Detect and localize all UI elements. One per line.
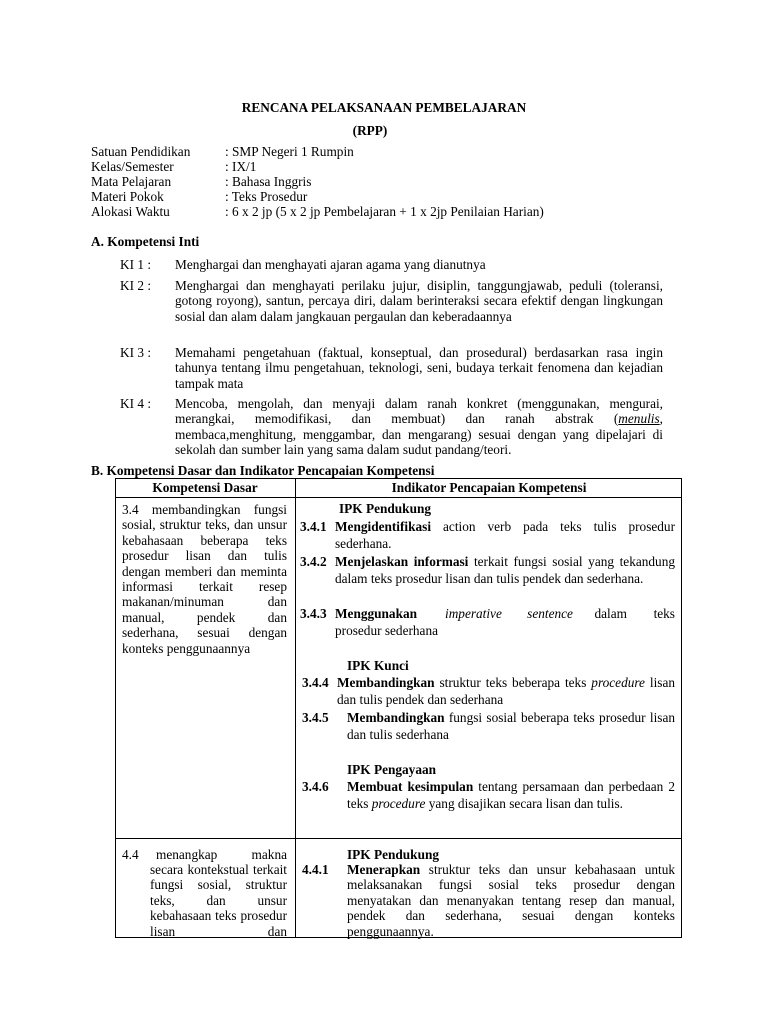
ipk-verb: Membandingkan bbox=[337, 675, 435, 690]
identity-label: Mata Pelajaran bbox=[91, 174, 172, 189]
table-column-divider bbox=[295, 478, 296, 938]
table-header-kd: Kompetensi Dasar bbox=[152, 480, 258, 495]
ipk-text: tentang persamaan dan perbedaan 2 teks bbox=[347, 779, 675, 812]
ipk-text: action verb pada teks tulis prosedur sederhana. bbox=[335, 519, 675, 552]
ipk-verb: Menjelaskan informasi bbox=[335, 554, 469, 569]
ipk-number: 3.4.1 bbox=[300, 519, 327, 534]
ipk-emphasis: imperative sentence bbox=[445, 606, 573, 621]
ipk-number: 3.4.3 bbox=[300, 606, 327, 621]
ipk-text: struktur teks beberapa teks bbox=[434, 675, 587, 690]
table-header-ipk: Indikator Pencapaian Kompetensi bbox=[391, 480, 587, 495]
ipk-text: yang disajikan secara lisan dan tulis. bbox=[425, 796, 623, 812]
ipk-verb: Menerapkan bbox=[347, 862, 421, 877]
ipk-pengayaan-title: IPK Pengayaan bbox=[347, 762, 437, 777]
ipk-pendukung-title: IPK Pendukung bbox=[347, 847, 440, 862]
page-title: RENCANA PELAKSANAAN PEMBELAJARAN bbox=[241, 100, 527, 115]
identity-value: : SMP Negeri 1 Rumpin bbox=[225, 144, 354, 159]
ki4-emphasis: menulis bbox=[618, 411, 660, 427]
ipk-3-4-6 bbox=[347, 778, 675, 812]
ipk-number: 3.4.4 bbox=[302, 675, 329, 690]
ki-label: KI 3 : bbox=[120, 345, 152, 360]
kd-number: 4.4 bbox=[122, 847, 139, 862]
ipk-4-4-1 bbox=[347, 862, 675, 939]
ipk-text: fungsi sosial beberapa teks prosedur lisan dan tulis sederhana bbox=[347, 710, 675, 743]
ipk-number: 4.4.1 bbox=[302, 862, 329, 877]
ipk-number: 3.4.2 bbox=[300, 554, 327, 569]
ipk-verb: Menggunakan bbox=[335, 606, 418, 621]
ipk-verb: Mengidentifikasi bbox=[335, 519, 432, 534]
ipk-number: 3.4.5 bbox=[302, 710, 329, 725]
table-header-divider bbox=[115, 497, 682, 498]
ipk-verb: Membandingkan bbox=[347, 710, 445, 725]
identity-value: : Teks Prosedur bbox=[225, 189, 308, 204]
ki-text bbox=[175, 396, 663, 458]
ki-label: KI 1 : bbox=[120, 257, 152, 272]
ki4-text-end: , membaca,menghitung, menggambar, dan mengarang) sesuai dengan yang dipelajari di sekolah dan sumber lain yang sama dalam sudut pandang/teori. bbox=[175, 411, 663, 458]
ki-label: KI 2 : bbox=[120, 278, 152, 293]
ipk-3-4-1 bbox=[335, 518, 675, 552]
ki-text: Memahami pengetahuan (faktual, konseptual, dan prosedural) berdasarkan rasa ingin tahunya tentang ilmu pengetahuan, teknologi, seni, budaya terkait fenomena dan kejadian tampak mata bbox=[175, 345, 663, 391]
page-subtitle: (RPP) bbox=[352, 123, 388, 138]
ipk-3-4-2 bbox=[335, 553, 675, 587]
kd-4-4: secara kontekstual terkait fungsi sosial, struktur teks, dan unsur kebahasaan teks prosedur lisan dan bbox=[150, 862, 287, 939]
ipk-3-4-4 bbox=[337, 674, 675, 708]
ki4-text-start: Mencoba, mengolah, dan menyaji dalam ranah konkret (menggunakan, mengurai, merangkai, memodifikasi, dan membuat) dan ranah abstrak ( bbox=[175, 396, 663, 427]
identity-label: Materi Pokok bbox=[91, 189, 164, 204]
ipk-3-4-3-cont: dalam teks prosedur sederhana bbox=[335, 606, 675, 638]
ipk-text: terkait fungsi sosial yang tekandung dalam teks prosedur lisan dan tulis pendek dan sederhana. bbox=[335, 554, 675, 587]
ki-text: Menghargai dan menghayati perilaku jujur, disiplin, tanggungjawab, peduli (toleransi, gotong royong), santun, percaya diri, dalam berinteraksi secara efektif dengan lingkungan sosial dan alam dalam jangkauan pergaulan dan keberadaannya bbox=[175, 278, 663, 324]
section-b-heading: B. Kompetensi Dasar dan Indikator Pencapaian Kompetensi bbox=[91, 463, 435, 478]
ki-label: KI 4 : bbox=[120, 396, 152, 411]
identity-value: : IX/1 bbox=[225, 159, 257, 174]
ki-text: Menghargai dan menghayati ajaran agama yang dianutnya bbox=[175, 257, 486, 272]
identity-label: Satuan Pendidikan bbox=[91, 144, 191, 159]
ipk-emphasis: procedure bbox=[591, 675, 645, 690]
ipk-3-4-5 bbox=[347, 709, 675, 743]
identity-label: Kelas/Semester bbox=[91, 159, 174, 174]
kd-4-4-first-line: menangkap makna bbox=[156, 847, 287, 862]
ipk-text: struktur teks dan unsur kebahasaan untuk melaksanakan fungsi sosial teks prosedur dengan menyatakan dan menanyakan tentang resep dan manual, pendek dan sederhana, sesuai dengan konteks penggunaannya. bbox=[347, 862, 675, 939]
table-row-divider bbox=[115, 838, 682, 839]
section-a-heading: A. Kompetensi Inti bbox=[91, 234, 200, 249]
ipk-kunci-title: IPK Kunci bbox=[347, 658, 409, 673]
identity-value: : 6 x 2 jp (5 x 2 jp Pembelajaran + 1 x 2jp Penilaian Harian) bbox=[225, 204, 544, 219]
ipk-verb: Membuat kesimpulan bbox=[347, 779, 474, 794]
ipk-text: dalam teks bbox=[594, 606, 675, 621]
ipk-emphasis: procedure bbox=[371, 796, 426, 812]
ipk-pendukung-title: IPK Pendukung bbox=[339, 501, 432, 516]
ipk-text: lisan dan tulis pendek dan sederhana bbox=[337, 675, 675, 708]
ipk-number: 3.4.6 bbox=[302, 779, 329, 794]
kd-3-4: 3.4 membandingkan fungsi sosial, struktur teks, dan unsur kebahasaan beberapa teks prosedur lisan dan tulis dengan memberi dan meminta informasi terkait resep makanan/minuman dan manual, pendek dan sederhana, sesuai dengan konteks penggunaannya bbox=[122, 502, 287, 656]
identity-label: Alokasi Waktu bbox=[91, 204, 170, 219]
identity-value: : Bahasa Inggris bbox=[225, 174, 312, 189]
